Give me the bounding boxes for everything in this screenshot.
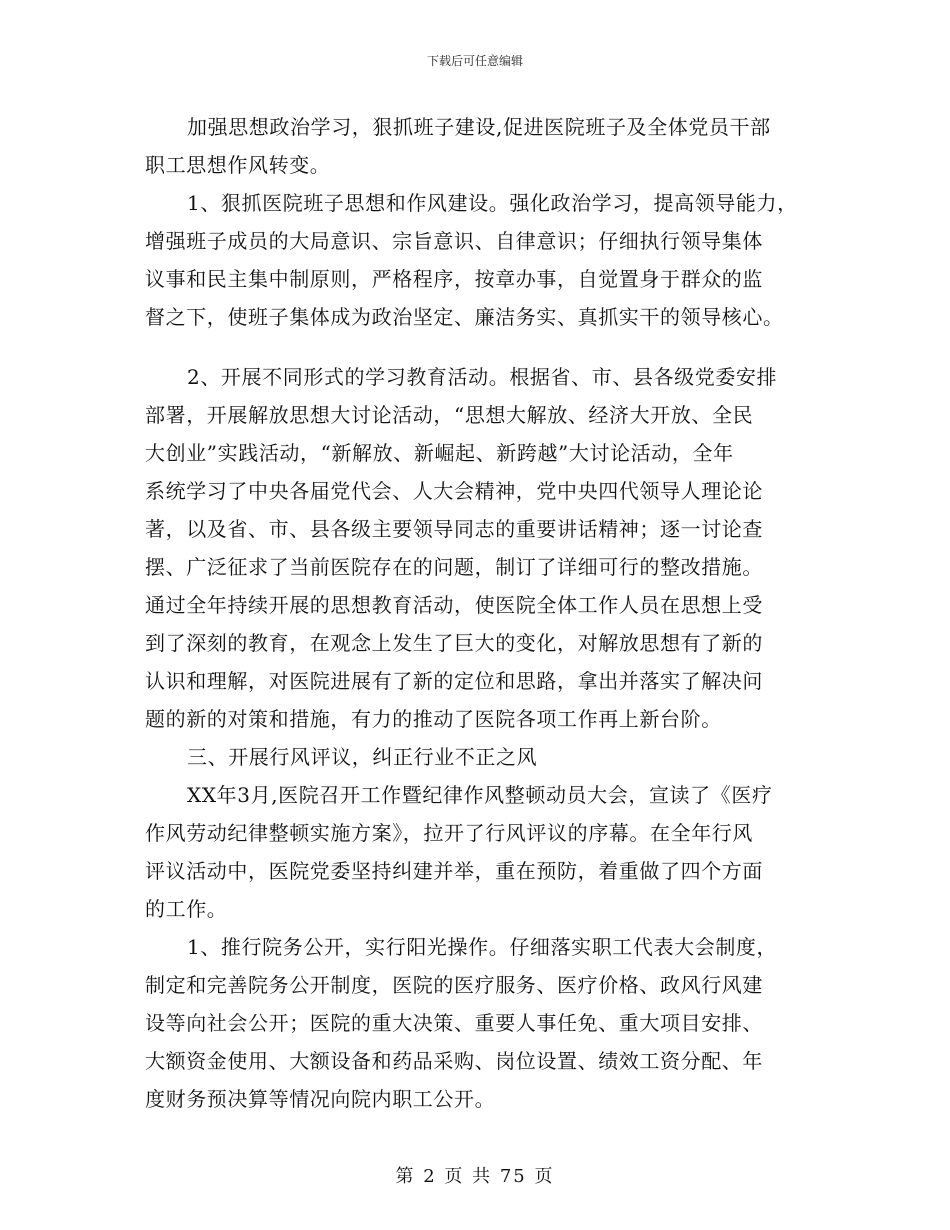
- page-number: 第 2 页 共 75 页: [395, 1166, 555, 1187]
- section-heading: 三、开展行风评议，纠正行业不正之风: [187, 745, 538, 769]
- text-line: 到了深刻的教育，在观念上发生了巨大的变化，对解放思想有了新的: [145, 631, 763, 655]
- text-line: XX年3月,医院召开工作暨纪律作风整顿动员大会，宣读了《医疗: [187, 783, 773, 807]
- page-header: 下载后可任意编辑: [426, 54, 523, 68]
- text-line: 题的新的对策和措施，有力的推动了医院各项工作再上新台阶。: [145, 707, 722, 731]
- text-line: 大额资金使用、大额设备和药品采购、岗位设置、绩效工资分配、年: [145, 1049, 763, 1073]
- text-line: 1、推行院务公开，实行阳光操作。仔细落实职工代表大会制度，: [187, 935, 778, 959]
- text-line: 通过全年持续开展的思想教育活动，使医院全体工作人员在思想上受: [145, 593, 763, 617]
- text-line: 著，以及省、市、县各级主要领导同志的重要讲话精神；逐一讨论查: [145, 517, 763, 541]
- text-line: 的工作。: [145, 897, 228, 921]
- paragraph-gap: [145, 336, 825, 358]
- text-line: 大创业”实践活动，“新解放、新崛起、新跨越”大讨论活动，全年: [145, 441, 734, 465]
- text-line: 系统学习了中央各届党代会、人大会精神，党中央四代领导人理论论: [145, 479, 763, 503]
- text-line: 设等向社会公开；医院的重大决策、重要人事任免、重大项目安排、: [145, 1011, 763, 1035]
- text-line: 增强班子成员的大局意识、宗旨意识、自律意识；仔细执行领导集体: [145, 229, 763, 253]
- text-line: 职工思想作风转变。: [145, 153, 331, 177]
- text-line: 议事和民主集中制原则，严格程序，按章办事，自觉置身于群众的监: [145, 267, 763, 291]
- text-line: 部署，开展解放思想大讨论活动，“思想大解放、经济大开放、全民: [145, 403, 754, 427]
- text-line: 1、狠抓医院班子思想和作风建设。强化政治学习，提高领导能力，: [187, 191, 798, 215]
- text-line: 督之下，使班子集体成为政治坚定、廉洁务实、真抓实干的领导核心。: [145, 305, 784, 329]
- text-line: 加强思想政治学习，狠抓班子建设,促进医院班子及全体党员干部: [187, 115, 771, 139]
- text-line: 认识和理解，对医院进展有了新的定位和思路，拿出并落实了解决问: [145, 669, 763, 693]
- text-line: 作风劳动纪律整顿实施方案》，拉开了行风评议的序幕。在全年行风: [145, 821, 753, 845]
- text-line: 度财务预决算等情况向院内职工公开。: [145, 1087, 496, 1111]
- text-line: 摆、广泛征求了当前医院存在的问题，制订了详细可行的整改措施。: [145, 555, 763, 579]
- text-line: 制定和完善院务公开制度，医院的医疗服务、医疗价格、政风行风建: [145, 973, 763, 997]
- document-body: [145, 108, 825, 1118]
- text-line: 2、开展不同形式的学习教育活动。根据省、市、县各级党委安排: [187, 365, 778, 389]
- text-line: 评议活动中，医院党委坚持纠建并举，重在预防，着重做了四个方面: [145, 859, 763, 883]
